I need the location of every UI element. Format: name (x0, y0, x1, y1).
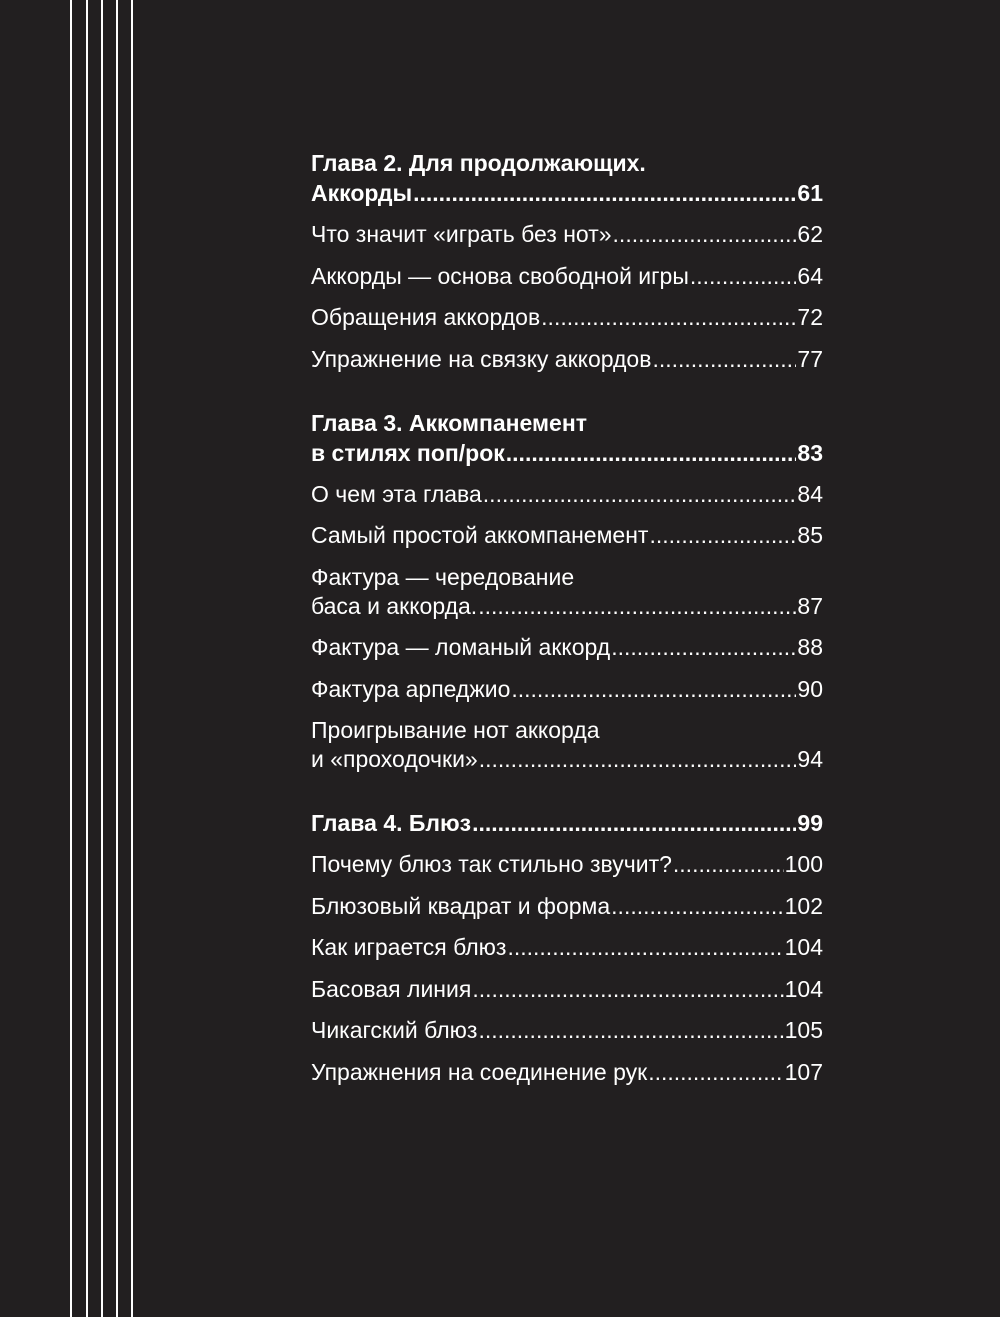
decorative-vertical-line (70, 0, 72, 1317)
dot-leader (649, 521, 796, 550)
entry-page-number: 88 (797, 634, 823, 660)
chapter-section (311, 148, 823, 374)
entry-title: Аккорды — основа свободной игры (311, 262, 689, 289)
entry-page-number: 105 (784, 1017, 823, 1043)
entry-title-line: Фактура — чередование (311, 563, 575, 590)
chapter-title: Глава 4. Блюз (311, 810, 472, 836)
entry-page-number: 72 (797, 304, 823, 330)
entry-page-number: 100 (784, 851, 823, 877)
dot-leader (648, 1058, 783, 1087)
chapter-heading[interactable] (311, 808, 823, 838)
entry-page-number: 85 (797, 522, 823, 548)
decorative-vertical-line (101, 0, 103, 1317)
dot-leader (507, 933, 783, 962)
entry-page-number: 94 (797, 746, 823, 772)
decorative-vertical-line (116, 0, 118, 1317)
entry-title: Чикагский блюз (311, 1017, 478, 1043)
entry-title: и «проходочки» (311, 746, 478, 772)
entry-row (311, 220, 823, 249)
entry-row (311, 521, 823, 550)
toc-entry[interactable] (311, 892, 823, 921)
chapter-section (311, 408, 823, 775)
toc-entry[interactable] (311, 220, 823, 249)
toc-entry[interactable] (311, 1058, 823, 1087)
entry-row (311, 1058, 823, 1087)
entry-row (311, 675, 823, 704)
entry-title: Блюзовый квадрат и форма (311, 892, 611, 919)
chapter-title-line: Глава 3. Аккомпанемент (311, 409, 587, 436)
dot-leader (478, 592, 796, 621)
entry-title: Как играется блюз (311, 934, 507, 960)
dot-leader (483, 480, 797, 509)
entry-page-number: 87 (797, 592, 823, 619)
dot-leader (472, 808, 796, 838)
dot-leader (413, 178, 796, 208)
entry-page-number: 90 (797, 675, 823, 702)
entry-title: О чем эта глава (311, 480, 482, 507)
dot-leader (506, 438, 797, 468)
toc-entry[interactable] (311, 675, 823, 704)
entry-page-number: 62 (797, 221, 823, 247)
dot-leader (673, 850, 784, 879)
entry-page-number: 104 (784, 975, 823, 1002)
entry-title: Что значит «играть без нот» (311, 221, 612, 247)
entry-title: Самый простой аккомпанемент (311, 522, 649, 548)
toc-entry[interactable] (311, 975, 823, 1004)
entry-page-number: 84 (797, 480, 823, 507)
toc-entry[interactable] (311, 716, 823, 774)
dot-leader (613, 220, 797, 249)
dot-leader (690, 262, 797, 291)
entry-title: Упражнение на связку аккордов (311, 345, 652, 372)
chapter-title-line: Глава 2. Для продолжающих. (311, 150, 646, 176)
dot-leader (652, 345, 796, 374)
entry-title: Упражнения на соединение рук (311, 1058, 648, 1085)
entry-row (311, 480, 823, 509)
entry-page-number: 77 (797, 345, 823, 372)
toc-entry[interactable] (311, 1016, 823, 1045)
entry-row (311, 975, 823, 1004)
chapter-title-row (311, 438, 823, 468)
entry-title: Фактура арпеджио (311, 675, 511, 702)
entry-row (311, 345, 823, 374)
entry-page-number: 107 (784, 1058, 823, 1085)
entry-row (311, 633, 823, 662)
chapter-heading[interactable] (311, 408, 823, 468)
entry-page-number: 104 (784, 934, 823, 960)
chapter-title: в стилях поп/рок (311, 439, 505, 466)
entry-row (311, 745, 823, 774)
toc-entry[interactable] (311, 933, 823, 962)
entry-title: баса и аккорда. (311, 592, 478, 619)
chapter-title-row (311, 808, 823, 838)
entry-title: Почему блюз так стильно звучит? (311, 851, 672, 877)
chapter-title: Аккорды (311, 180, 413, 206)
entry-row (311, 1016, 823, 1045)
entry-title-line: Проигрывание нот аккорда (311, 717, 600, 743)
entry-title: Фактура — ломаный аккорд (311, 634, 611, 660)
toc-entry[interactable] (311, 850, 823, 879)
table-of-contents (311, 148, 823, 1099)
chapter-page-number: 61 (797, 180, 823, 206)
chapter-page-number: 83 (797, 439, 823, 466)
entry-row (311, 262, 823, 291)
dot-leader (479, 745, 797, 774)
dot-leader (472, 975, 783, 1004)
entry-page-number: 102 (784, 892, 823, 919)
toc-entry[interactable] (311, 303, 823, 332)
toc-entry[interactable] (311, 480, 823, 509)
entry-row (311, 850, 823, 879)
decorative-vertical-line (86, 0, 88, 1317)
toc-entry[interactable] (311, 262, 823, 291)
dot-leader (478, 1016, 783, 1045)
toc-entry[interactable] (311, 563, 823, 621)
decorative-vertical-line (131, 0, 133, 1317)
toc-entry[interactable] (311, 521, 823, 550)
chapter-heading[interactable] (311, 148, 823, 208)
entry-row (311, 303, 823, 332)
chapter-section (311, 808, 823, 1087)
toc-entry[interactable] (311, 633, 823, 662)
dot-leader (611, 892, 783, 921)
toc-entry[interactable] (311, 345, 823, 374)
entry-title: Обращения аккордов (311, 304, 541, 330)
entry-page-number: 64 (797, 262, 823, 289)
entry-title: Басовая линия (311, 975, 472, 1002)
dot-leader (541, 303, 796, 332)
dot-leader (511, 675, 796, 704)
chapter-title-row (311, 178, 823, 208)
dot-leader (611, 633, 796, 662)
chapter-page-number: 99 (797, 810, 823, 836)
entry-row (311, 592, 823, 621)
entry-row (311, 933, 823, 962)
entry-row (311, 892, 823, 921)
